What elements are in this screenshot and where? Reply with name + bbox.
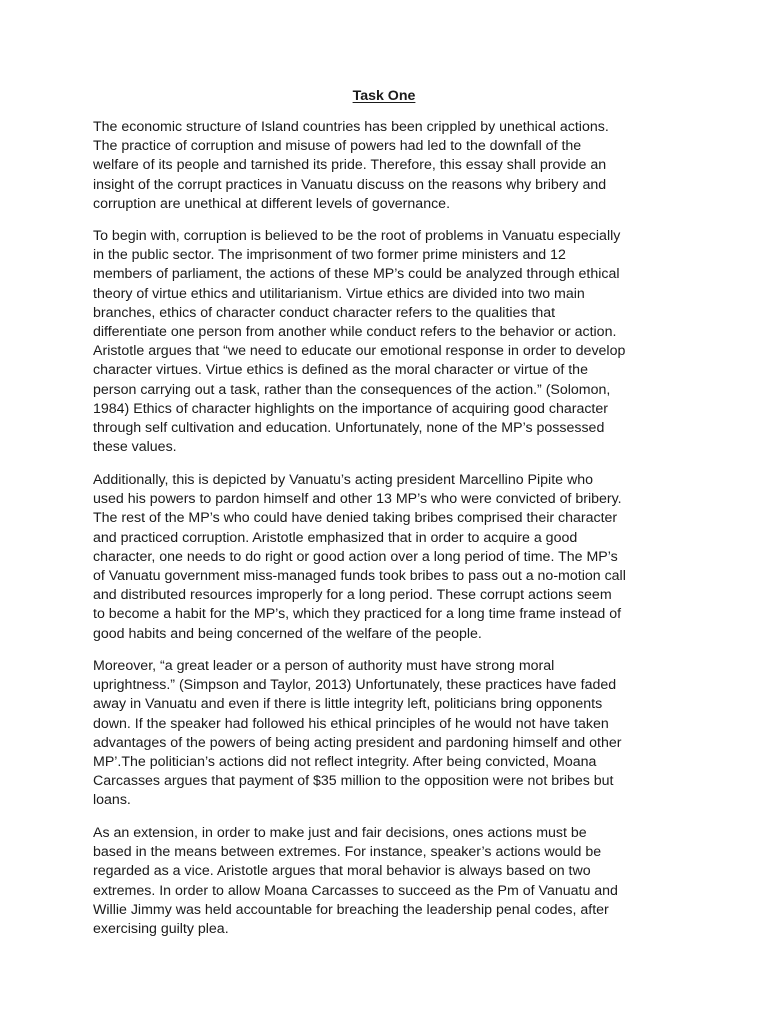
text-line: corruption are unethical at different levels of governance. [93, 195, 451, 212]
paragraph-extension [93, 824, 683, 939]
document-title: Task One [352, 88, 416, 104]
text-line: MP’.The politician’s actions did not reflect integrity. After being convicted, Moana [93, 754, 597, 771]
text-line: loans. [93, 792, 131, 809]
text-line: down. If the speaker had followed his ethical principles of he would not have taken [93, 715, 609, 732]
text-line: To begin with, corruption is believed to be the root of problems in Vanuatu especially [93, 228, 621, 244]
paragraph-moral-uprightness [93, 657, 683, 811]
text-line: exercising guilty plea. [93, 921, 229, 938]
text-line: regarded as a vice. Aristotle argues that moral behavior is always based on two [93, 863, 591, 880]
text-line: and distributed resources improperly for a long period. These corrupt actions seem [93, 587, 612, 604]
text-line: to become a habit for the MP’s, which they practiced for a long time frame instead of [93, 606, 622, 623]
text-line: good habits and being concerned of the welfare of the people. [93, 625, 482, 642]
text-line: of Vanuatu government miss-managed funds took bribes to pass out a no-motion call [93, 568, 626, 585]
text-line: uprightness.” (Simpson and Taylor, 2013) Unfortunately, these practices have faded [93, 677, 617, 694]
text-line: theory of virtue ethics and utilitarianism. Virtue ethics are divided into two main [93, 285, 585, 302]
text-line: person carrying out a task, rather than the consequences of the action.” (Solomon, [93, 381, 611, 398]
text-line: based in the means between extremes. For instance, speaker’s actions would be [93, 844, 602, 861]
text-line: branches, ethics of character conduct character refers to the qualities that [93, 304, 556, 321]
text-line: and practiced corruption. Aristotle emphasized that in order to acquire a good [93, 529, 578, 546]
paragraph-acting-president [93, 471, 683, 644]
text-line: The rest of the MP’s who could have denied taking bribes comprised their character [93, 510, 618, 527]
text-line: away in Vanuatu and even if there is little integrity left, politicians bring opponents [93, 696, 603, 713]
text-line: As an extension, in order to make just and fair decisions, ones actions must be [93, 825, 587, 841]
text-line: Moreover, “a great leader or a person of authority must have strong moral [93, 658, 555, 674]
paragraph-virtue-ethics [93, 227, 683, 457]
text-line: Aristotle argues that “we need to educate our emotional response in order to develop [93, 343, 626, 360]
text-line: character, one needs to do right or good action over a long period of time. The MP’s [93, 548, 618, 565]
text-line: differentiate one person from another while conduct refers to the behavior or action. [93, 324, 617, 341]
text-line: these values. [93, 439, 177, 456]
text-line: Additionally, this is depicted by Vanuatu’s acting president Marcellino Pipite who [93, 472, 593, 488]
text-line: character virtues. Virtue ethics is defined as the moral character or virtue of the [93, 362, 588, 379]
text-line: insight of the corrupt practices in Vanuatu discuss on the reasons why bribery and [93, 176, 607, 193]
text-line: through self cultivation and education. Unfortunately, none of the MP’s possessed [93, 420, 605, 437]
text-line: 1984) Ethics of character highlights on the importance of acquiring good character [93, 400, 608, 417]
text-line: The economic structure of Island countries has been crippled by unethical actions. [93, 119, 609, 135]
paragraph-introduction [93, 118, 683, 214]
text-line: Carcasses argues that payment of $35 million to the opposition were not bribes but [93, 773, 614, 790]
text-line: used his powers to pardon himself and other 13 MP’s who were convicted of bribery. [93, 491, 622, 508]
text-line: advantages of the powers of being acting president and pardoning himself and other [93, 734, 622, 751]
text-line: Willie Jimmy was held accountable for breaching the leadership penal codes, after [93, 901, 609, 918]
text-line: The practice of corruption and misuse of powers had led to the downfall of the [93, 138, 582, 155]
text-line: members of parliament, the actions of these MP’s could be analyzed through ethical [93, 266, 620, 283]
text-line: welfare of its people and tarnished its pride. Therefore, this essay shall provide an [93, 157, 607, 174]
text-line: extremes. In order to allow Moana Carcasses to succeed as the Pm of Vanuatu and [93, 882, 618, 899]
text-line: in the public sector. The imprisonment of two former prime ministers and 12 [93, 247, 566, 264]
